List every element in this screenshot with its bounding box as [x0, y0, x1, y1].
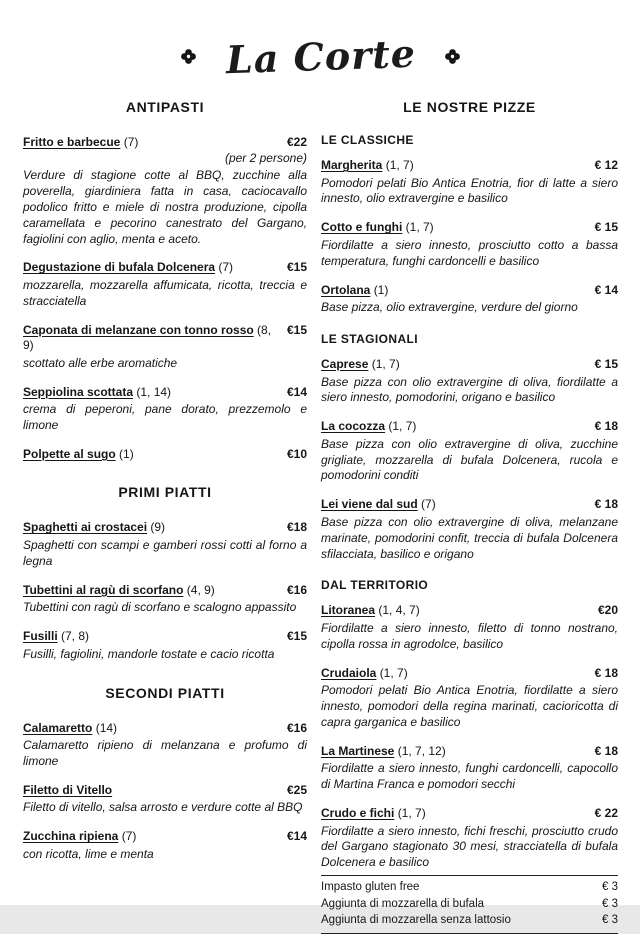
- menu-item-crudo-e-fichi: [321, 806, 618, 871]
- menu-item-caprese: [321, 357, 618, 406]
- item-description: Pomodori pelati Bio Antica Enotria, fiordilatte a siero innesto, pomodori della regina marinati, cacioricotta di capra garganica e basilico: [321, 683, 618, 729]
- item-allergens: (7): [121, 829, 137, 844]
- item-allergens: (1, 7): [405, 220, 434, 235]
- item-allergens: (4, 9): [186, 582, 215, 597]
- section-title-le-nostre-pizze: LE NOSTRE PIZZE: [403, 99, 536, 115]
- item-name: La Martinese: [321, 743, 395, 758]
- extra-label: Aggiunta di mozzarella senza lattosio: [321, 914, 511, 927]
- item-description: con ricotta, lime e menta: [23, 846, 154, 861]
- item-name: La cocozza: [321, 419, 386, 434]
- menu-item-fusilli: [23, 629, 307, 662]
- right-column: [321, 99, 618, 934]
- item-description: mozzarella, mozzarella affumicata, ricotta, treccia e stracciatella: [23, 277, 307, 308]
- item-price: €18: [286, 520, 307, 535]
- item-allergens: (7): [218, 260, 234, 275]
- subsection-title-dal-territorio: DAL TERRITORIO: [321, 578, 429, 593]
- section-title-antipasti: ANTIPASTI: [125, 99, 205, 115]
- left-column: [23, 99, 307, 876]
- item-name: Seppiolina scottata: [23, 384, 134, 399]
- item-name: Crudaiola: [321, 665, 377, 680]
- item-name: Polpette al sugo: [23, 446, 116, 461]
- subsection-title-le-stagionali: LE STAGIONALI: [321, 331, 418, 346]
- item-description: Fiordilatte a siero innesto, filetto di tonno nostrano, cipolla rossa in agrodolce, basilico: [321, 620, 618, 651]
- item-name: Filetto di Vitello: [23, 782, 113, 797]
- quatrefoil-ornament-icon: [445, 49, 460, 64]
- item-description: Fusilli, fagiolini, mandorle tostate e cacio ricotta: [23, 646, 275, 661]
- item-name: Spaghetti ai crostacei: [23, 520, 148, 535]
- menu-item-tubettini-al-ragu: [23, 583, 307, 616]
- item-description: Spaghetti con scampi e gamberi rossi cotti al forno a legna: [23, 538, 307, 568]
- item-name: Fusilli: [23, 629, 58, 644]
- menu-item-lei-viene-dal-sud: [321, 497, 618, 562]
- item-allergens: (1, 7, 12): [397, 743, 446, 758]
- item-allergens: (1, 7): [385, 158, 414, 172]
- item-price: € 12: [594, 158, 618, 172]
- item-description: Base pizza con olio extravergine di oliva, melanzane marinate, pomodorini confit, treccia di bufala Dolcenera sfilacciata, basilico e origano: [321, 514, 618, 561]
- item-name: Calamaretto: [23, 720, 93, 735]
- extra-price: € 3: [602, 897, 618, 910]
- subsection-title-le-classiche: LE CLASSICHE: [321, 133, 414, 147]
- item-description: Base pizza con olio extravergine di oliva, fiordilatte a siero innesto, pomodorini, origano e basilico: [321, 374, 618, 405]
- menu-item-la-martinese: [321, 744, 618, 793]
- menu-item-fritto-e-barbecue: [23, 135, 307, 247]
- item-name: Margherita: [321, 158, 383, 172]
- menu-item-ortolana: [321, 283, 618, 316]
- extra-row: [321, 896, 618, 913]
- item-note: (per 2 persone): [224, 150, 307, 165]
- item-allergens: (1, 4, 7): [378, 603, 420, 618]
- item-allergens: (8, 9): [23, 322, 272, 353]
- item-price: €15: [286, 629, 307, 644]
- item-description: Fiordilatte a siero innesto, funghi cardoncelli, capocollo di Martina Franca e pomodori secchi: [321, 761, 618, 792]
- item-allergens: (7, 8): [61, 629, 90, 644]
- menu-item-la-cocozza: [321, 419, 618, 484]
- extra-label: Impasto gluten free: [321, 880, 420, 893]
- menu-item-margherita: [321, 158, 618, 207]
- menu-item-cotto-e-funghi: [321, 220, 618, 269]
- item-price: €14: [286, 829, 307, 844]
- section-title-primi-piatti: PRIMI PIATTI: [118, 484, 212, 501]
- extra-price: € 3: [602, 914, 618, 927]
- menu-item-litoranea: [321, 603, 618, 652]
- item-allergens: (9): [150, 520, 166, 535]
- item-allergens: (7): [421, 497, 436, 512]
- menu-item-spaghetti-ai-crostacei: [23, 520, 307, 569]
- item-name: Lei viene dal sud: [321, 497, 418, 512]
- item-allergens: (7): [123, 135, 139, 149]
- menu-item-seppiolina-scottata: [23, 385, 307, 434]
- item-name: Caprese: [321, 356, 369, 371]
- item-description: scottato alle erbe aromatiche: [23, 355, 178, 370]
- item-allergens: (1): [373, 282, 389, 297]
- item-price: €10: [286, 446, 307, 461]
- menu-item-caponata-di-melanzane: [23, 323, 307, 372]
- item-price: €14: [286, 384, 307, 399]
- item-name: Fritto e barbecue: [23, 135, 121, 149]
- extra-price: € 3: [602, 880, 618, 893]
- item-price: € 18: [594, 743, 618, 758]
- item-price: €15: [286, 260, 307, 275]
- item-name: Ortolana: [321, 282, 371, 297]
- section-title-secondi-piatti: SECONDI PIATTI: [105, 684, 225, 701]
- item-description: Pomodori pelati Bio Antica Enotria, fior di latte a siero innesto, olio extravergine e basilico: [321, 175, 618, 206]
- menu-item-zucchina-ripiena: [23, 829, 307, 862]
- item-description: Verdure di stagione cotte al BBQ, zucchine alla poverella, giardiniera fatta in casa, caciocavallo podolico fritto e miele di nostra produzione, cipolla caramellata e pecorino canestrato del Gargano, fagiolini con aglio, menta e aceto.: [23, 168, 307, 246]
- extra-label: Aggiunta di mozzarella di bufala: [321, 897, 485, 910]
- item-price: €25: [286, 782, 307, 797]
- item-name: Caponata di melanzane con tonno rosso: [23, 322, 254, 337]
- pizza-extras-table: [321, 875, 618, 934]
- restaurant-logo: La Corte: [224, 30, 417, 83]
- item-allergens: (1, 7): [397, 805, 426, 820]
- item-price: €16: [286, 582, 307, 597]
- item-price: € 15: [594, 220, 618, 235]
- item-description: Base pizza con olio extravergine di oliva, zucchine grigliate, mozzarella di bufala Dolcenera, rucola e pomodorini conditi: [321, 436, 618, 483]
- quatrefoil-ornament-icon: [181, 49, 196, 64]
- logo-row: [23, 30, 618, 83]
- menu-item-filetto-di-vitello: [23, 783, 307, 816]
- item-name: Litoranea: [321, 603, 376, 618]
- item-name: Tubettini al ragù di scorfano: [23, 582, 184, 597]
- item-price: € 14: [594, 282, 618, 297]
- item-allergens: (1): [119, 446, 134, 461]
- item-description: Fiordilatte a siero innesto, fichi freschi, prosciutto crudo del Gargano stagionato 30 mesi, stracciatella di bufala Dolcenera e basilico: [321, 823, 618, 870]
- item-description: Base pizza, olio extravergine, verdure del giorno: [321, 300, 578, 315]
- item-description: Calamaretto ripieno di melanzana e profumo di limone: [23, 738, 307, 768]
- menu-item-calamaretto: [23, 721, 307, 770]
- menu-columns: [23, 99, 618, 934]
- item-name: Crudo e fichi: [321, 805, 395, 820]
- item-description: crema di peperoni, pane dorato, prezzemolo e limone: [23, 402, 307, 433]
- item-price: € 18: [594, 419, 618, 434]
- extra-row: [321, 879, 618, 896]
- item-name: Cotto e funghi: [321, 220, 403, 235]
- item-price: € 22: [594, 805, 618, 820]
- menu-item-degustazione-di-bufala: [23, 260, 307, 309]
- item-price: €22: [286, 135, 307, 149]
- item-allergens: (14): [95, 720, 118, 735]
- item-description: Fiordilatte a siero innesto, prosciutto cotto a bassa temperatura, funghi cardoncelli e basilico: [321, 237, 618, 268]
- item-allergens: (1, 7): [388, 419, 417, 434]
- item-description: Tubettini con ragù di scorfano e scalogno appassito: [23, 600, 297, 615]
- item-price: € 15: [594, 356, 618, 371]
- menu-item-crudaiola: [321, 666, 618, 731]
- item-allergens: (1, 14): [136, 384, 172, 399]
- item-name: Zucchina ripiena: [23, 829, 119, 844]
- item-price: €20: [597, 603, 618, 618]
- extra-row: [321, 912, 618, 929]
- menu-item-polpette-al-sugo: [23, 447, 307, 463]
- item-allergens: (1, 7): [371, 356, 400, 371]
- item-price: €16: [286, 720, 307, 735]
- item-allergens: (1, 7): [379, 665, 408, 680]
- item-description: Filetto di vitello, salsa arrosto e verdure cotte al BBQ: [23, 800, 303, 815]
- item-price: € 18: [594, 497, 618, 512]
- item-price: € 18: [594, 665, 618, 680]
- item-name: Degustazione di bufala Dolcenera: [23, 260, 216, 275]
- item-price: €15: [286, 322, 307, 337]
